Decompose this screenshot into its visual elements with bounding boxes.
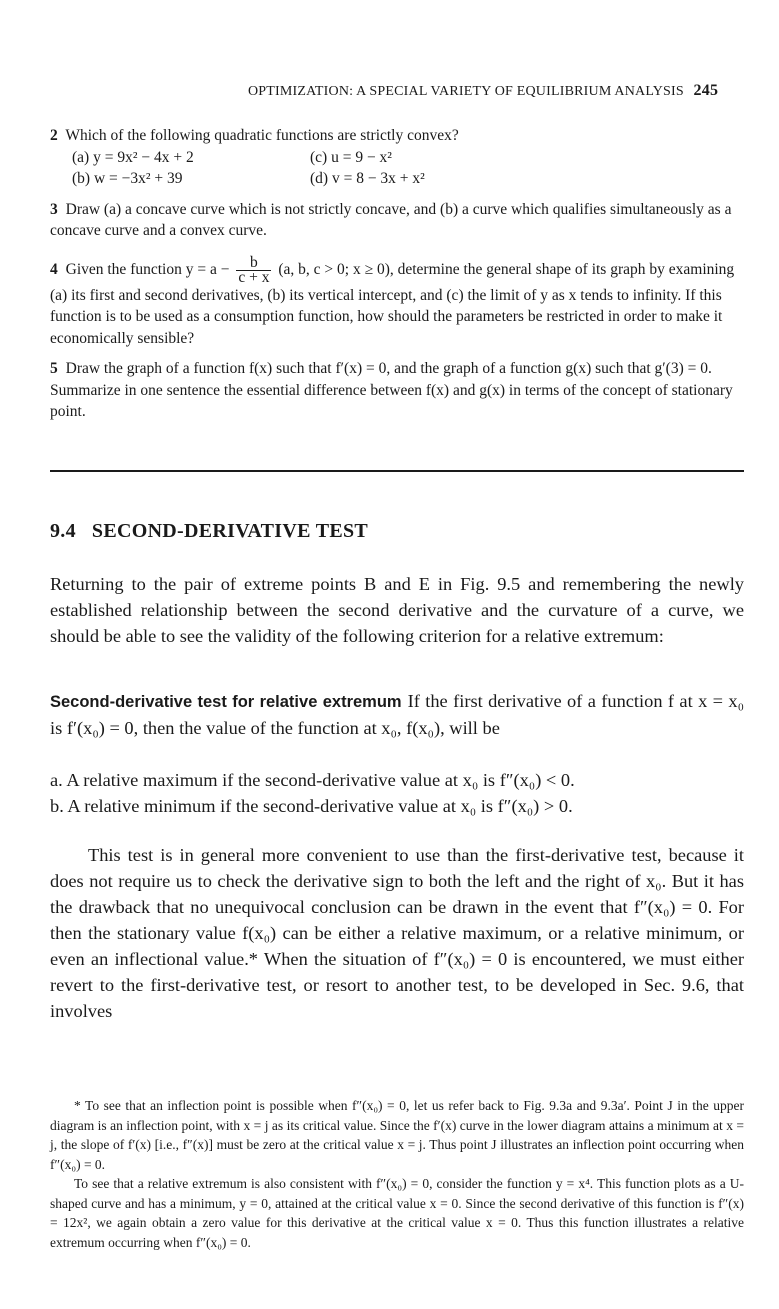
test-conditions (50, 767, 744, 819)
section-heading (50, 520, 368, 543)
section-divider (50, 470, 744, 472)
fraction-numerator: b (236, 256, 271, 271)
footnote (50, 1096, 744, 1252)
exercise-number: 2 (50, 127, 58, 144)
test-lead-heading: Second-derivative test for relative extremum (50, 693, 402, 711)
intro-paragraph: Returning to the pair of extreme points B and E in Fig. 9.5 and remembering the newly established relationship between the second derivative and the curvature of a curve, we should be able to see the validity of the following criterion for a relative extremum: (50, 574, 744, 646)
exercise-4 (50, 253, 744, 350)
fraction-denominator: c + x (238, 268, 270, 286)
fraction (236, 253, 271, 286)
exercise-text-before: Given the function y = a − (65, 260, 230, 278)
section-number: 9.4 (50, 520, 76, 542)
exercise-text: Draw (a) a concave curve which is not strictly concave, and (b) a curve which qualifies simultaneously as a concave curve and a convex curve. (50, 200, 732, 239)
footnote-paragraph-1: * To see that an inflection point is possible when f″(x₀) = 0, let us refer back to Fig. 9.3a and 9.3a′. Point J in the upper diagram is an inflection point, with x = j as its critical value. Since the f′(x) curve in the lower diagram attains a minimum at x = j, the slope of f′(x) [i.e., f″(x)] must be zero at the critical value x = j. Thus point J illustrates an inflection point occurring when f″(x₀) = 0. (50, 1098, 744, 1172)
condition-b: b. A relative minimum if the second-derivative value at x₀ is f″(x₀) > 0. (50, 796, 573, 816)
footnote-paragraph-2: To see that a relative extremum is also consistent with f″(x₀) = 0, consider the function y = x⁴. This function plots as a U-shaped curve and has a minimum, y = 0, attained at the critical value x = 0. Since the second derivative of this function is f″(x) = 12x², we again obtain a zero value for this derivative at the critical value x = 0. Thus this function illustrates a relative extremum occurring when f″(x₀) = 0. (50, 1176, 744, 1250)
exercise-prompt: Which of the following quadratic functions are strictly convex? (65, 127, 459, 144)
option-b: (b) w = −3x² + 39 (72, 170, 183, 187)
test-statement (50, 688, 744, 741)
exercise-2 (50, 125, 744, 190)
test-statement-text: If the first derivative of a function f at x = x₀ is f′(x₀) = 0, then the value of the function at x₀, f(x₀), will be (50, 691, 745, 738)
page-number: 245 (693, 82, 719, 99)
condition-a: a. A relative maximum if the second-derivative value at x₀ is f″(x₀) < 0. (50, 770, 575, 790)
option-d: (d) v = 8 − 3x + x² (310, 170, 425, 187)
exercise-5 (50, 358, 744, 423)
exercise-3 (50, 199, 744, 242)
option-c: (c) u = 9 − x² (310, 148, 392, 166)
running-head (248, 82, 744, 100)
exercise-number: 4 (50, 260, 58, 278)
section-title: SECOND-DERIVATIVE TEST (91, 520, 369, 542)
running-head-title: OPTIMIZATION: A SPECIAL VARIETY OF EQUILIBRIUM ANALYSIS (248, 84, 684, 99)
exercise-text: Draw the graph of a function f(x) such that f′(x) = 0, and the graph of a function g(x) such that g′(3) = 0. Summarize in one sentence the essential difference between f(x) and g(x) in terms of the concept of stationary point. (50, 360, 733, 420)
option-a: (a) y = 9x² − 4x + 2 (72, 148, 194, 166)
exercise-number: 3 (50, 200, 58, 218)
exercise-number: 5 (50, 360, 58, 377)
discussion-paragraph: This test is in general more convenient to use than the first-derivative test, because it does not require us to check the derivative sign to both the left and the right of x₀. But it has the drawback that no unequivocal conclusion can be drawn in the event that f″(x₀) = 0. For then the stationary value f(x₀) can be either a relative maximum, or a relative minimum, or even an inflectional value.* When the situation of f″(x₀) = 0 is encountered, we must either revert to the first-derivative test, or resort to another test, to be developed in Sec. 9.6, that involves (50, 845, 744, 1021)
exercise-list (50, 125, 744, 432)
exercise-options (72, 147, 744, 190)
exercise-text-after: (a, b, c > 0; x ≥ 0), determine the general shape of its graph by examining (a) its first and second derivatives, (b) its vertical intercept, and (c) the limit of y as x tends to infinity. If this function is to be used as a consumption function, how should the parameters be restricted in order to make it economically sensible? (50, 260, 735, 347)
